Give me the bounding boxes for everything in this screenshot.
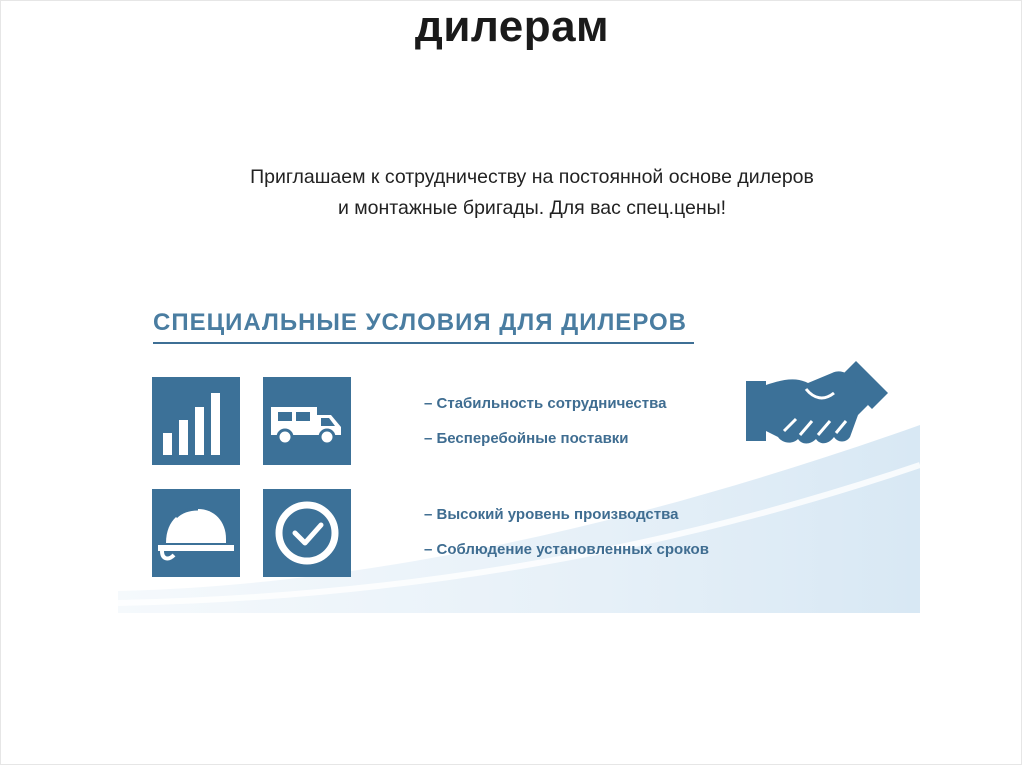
benefit-item: – Соблюдение установленных сроков bbox=[424, 541, 709, 558]
benefit-item: – Высокий уровень производства bbox=[424, 506, 679, 523]
banner-heading: СПЕЦИАЛЬНЫЕ УСЛОВИЯ ДЛЯ ДИЛЕРОВ bbox=[153, 309, 688, 336]
truck-icon bbox=[263, 377, 351, 465]
slide-title: дилерам bbox=[414, 2, 610, 51]
intro-line-2: и монтажные бригады. Для вас спец.цены! bbox=[337, 197, 727, 219]
dealer-conditions-banner bbox=[118, 285, 920, 613]
bar-chart-icon bbox=[152, 377, 240, 465]
handshake-icon bbox=[744, 353, 890, 459]
benefit-item: – Бесперебойные поставки bbox=[424, 430, 629, 447]
hard-hat-icon bbox=[152, 489, 240, 577]
intro-line-1: Приглашаем к сотрудничеству на постоянной основе дилеров bbox=[250, 166, 814, 188]
benefit-item: – Стабильность сотрудничества bbox=[424, 395, 667, 412]
clock-icon bbox=[263, 489, 351, 577]
heading-underline bbox=[153, 342, 694, 344]
intro-text bbox=[0, 162, 1024, 224]
